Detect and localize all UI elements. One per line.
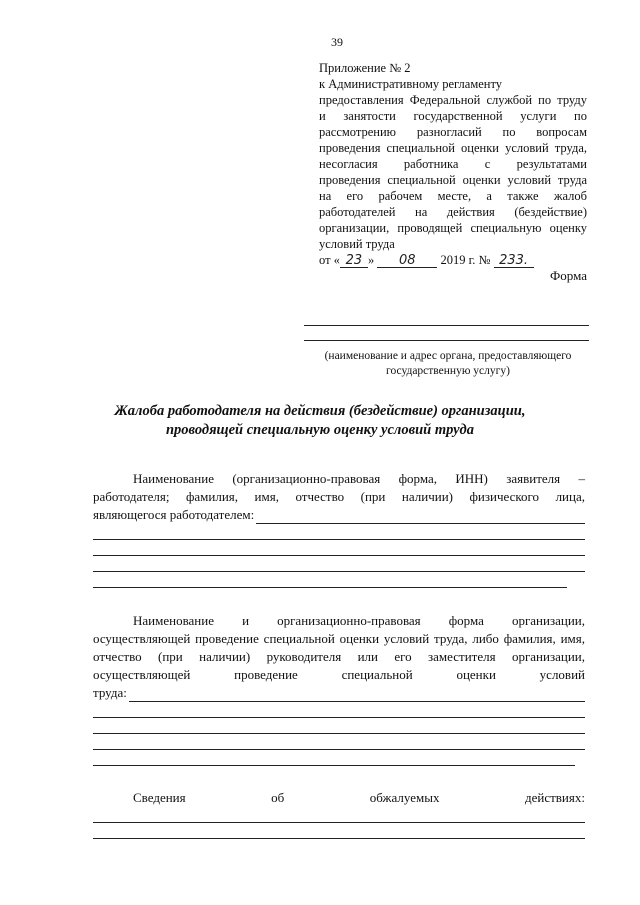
form-label: Форма (550, 268, 587, 283)
date-prefix: от « (319, 253, 340, 267)
organization-input-line[interactable] (93, 734, 585, 750)
addressee-line[interactable] (304, 326, 589, 341)
organization-input-line[interactable] (129, 688, 585, 702)
actions-word: Сведения (133, 790, 186, 805)
actions-word: действиях: (525, 790, 585, 805)
applicant-section (93, 470, 585, 588)
title-line: проводящей специальную оценку условий труда (165, 422, 475, 438)
applicant-input-line[interactable] (93, 572, 567, 588)
organization-input-line[interactable] (93, 750, 575, 766)
appendix-line: рассмотрению разногласий по вопросам (319, 125, 587, 139)
applicant-fill-row (93, 506, 585, 524)
organization-input-line[interactable] (93, 702, 585, 718)
organization-input-line[interactable] (93, 718, 585, 734)
date-mid: » (367, 253, 375, 267)
applicant-prompt: Наименование (организационно-правовая форма, ИНН) заявителя – работодателя; фамилия, имя, отчество (при наличии) физического лица, (93, 471, 585, 504)
organization-fill-row (93, 684, 585, 702)
appendix-line: несогласия работника с результатами (319, 157, 587, 171)
page-number: 39 (331, 35, 343, 49)
appendix-line: Приложение № 2 (319, 61, 411, 75)
order-number: 233. (494, 254, 534, 268)
appendix-line: предоставления Федеральной службой по труду (319, 93, 587, 107)
appendix-line: организации, проводящей специальную оценку (319, 221, 587, 235)
title-line: Жалоба работодателя на действия (бездействие) организации, (114, 403, 526, 419)
organization-section (93, 612, 585, 766)
appendix-line: к Административному регламенту (319, 77, 503, 91)
appendix-line: проведения специальной оценки условий труда, (319, 141, 587, 155)
date-year: 2019 г. № (440, 253, 491, 267)
appendix-line: проведения специальной оценки условий труда (319, 173, 587, 187)
actions-word: обжалуемых (369, 790, 440, 805)
appendix-line: и занятости государственной услуги по (319, 109, 587, 123)
appendix-block (319, 60, 587, 268)
applicant-input-line[interactable] (93, 556, 585, 572)
date-day: 23 (340, 254, 368, 268)
applicant-input-line[interactable] (93, 524, 585, 540)
actions-word: об (271, 790, 285, 805)
addressee-caption: (наименование и адрес органа, предоставляющего государственную услугу) (324, 350, 572, 377)
actions-section (93, 789, 585, 839)
actions-input-line[interactable] (93, 823, 585, 839)
applicant-input-line[interactable] (93, 540, 585, 556)
order-date-line (319, 252, 587, 268)
document-title (60, 402, 580, 440)
organization-label: труда: (93, 685, 127, 700)
addressee-line[interactable] (304, 311, 589, 326)
applicant-label: являющегося работодателем: (93, 507, 255, 522)
actions-input-line[interactable] (93, 807, 585, 823)
date-month: 08 (377, 254, 437, 268)
appendix-line: условий труда (319, 237, 395, 251)
addressee-fields (304, 311, 589, 341)
appendix-line: работодателей на действия (бездействие) (319, 205, 587, 219)
organization-prompt: Наименование и организационно-правовая форма организации, осуществляющей проведение специальной оценки условий труда, либо фамилия, имя, отчество (при наличии) руководителя или его заместителя организации, осуществляющей проведение специальной оценки условий (93, 613, 585, 682)
applicant-input-line[interactable] (256, 510, 585, 524)
appendix-line: на его рабочем месте, а также жалоб (319, 189, 587, 203)
actions-prompt (93, 789, 585, 807)
